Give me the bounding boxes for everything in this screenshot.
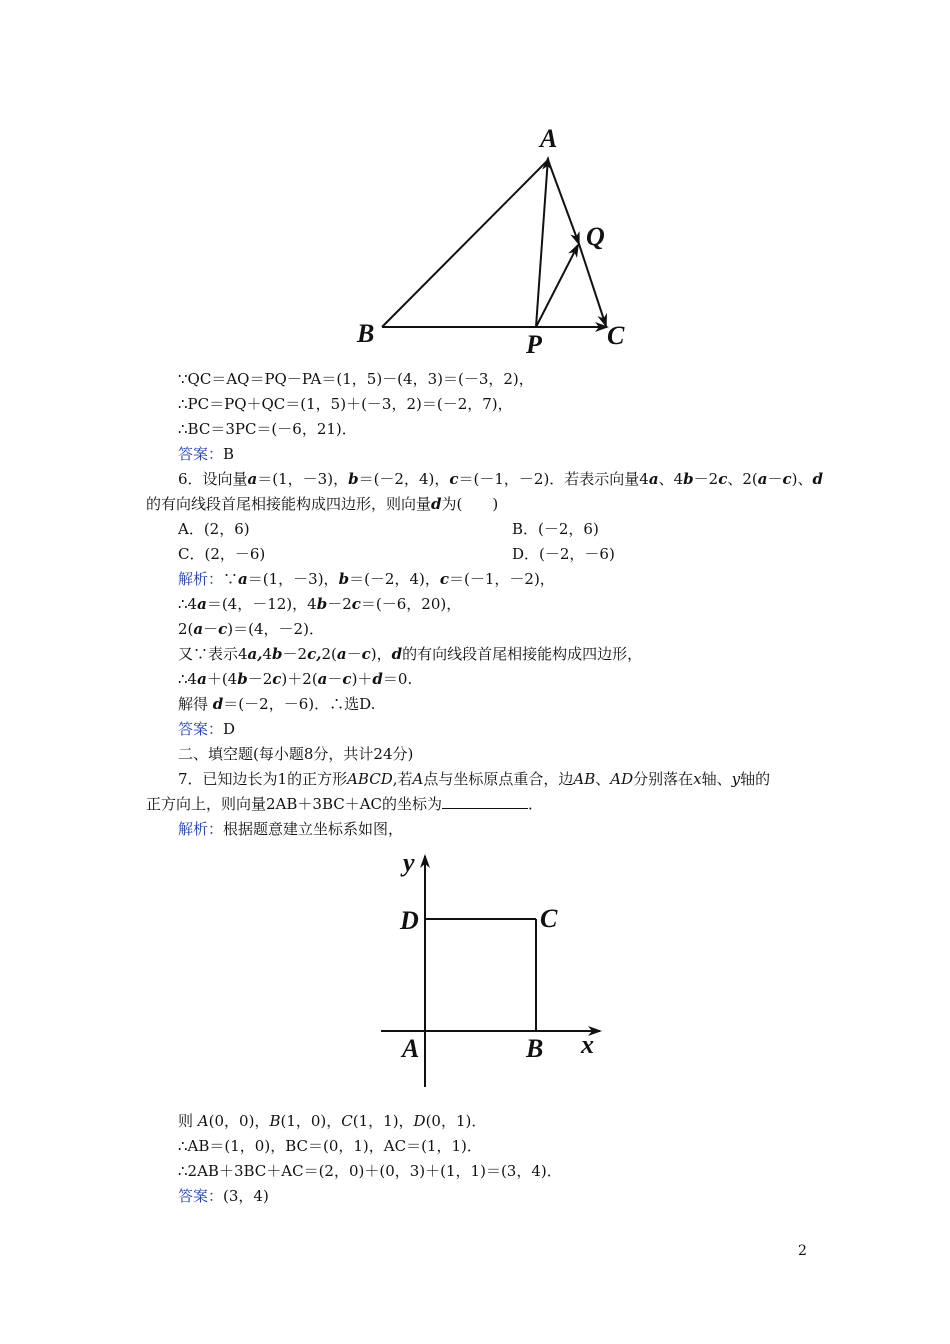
text-line: ∵QC＝AQ＝PQ－PA＝(1，5)－(4，3)＝(－3，2)， — [178, 370, 534, 388]
text: ＝0. — [382, 670, 413, 688]
vec: d — [391, 645, 403, 663]
triangle-vector-figure — [350, 118, 650, 358]
text: (0，0)， — [208, 1112, 270, 1130]
text: )＋2( — [281, 670, 318, 688]
text: 则 — [178, 1112, 194, 1130]
text: 又∵表示4 — [178, 645, 248, 663]
vec: b — [316, 595, 328, 613]
section-heading: 二、填空题(每小题8分，共计24分) — [178, 745, 414, 763]
result-line-2: ∴AB＝(1，0)，BC＝(0，1)，AC＝(1，1)． — [178, 1137, 482, 1155]
vec: b — [237, 670, 248, 688]
question-7-line2 — [146, 794, 543, 814]
text: ＝(－6，20)， — [360, 595, 462, 613]
vec: d — [812, 470, 823, 488]
vec: d — [431, 495, 442, 513]
text: ∴4 — [178, 670, 198, 688]
label-B: B — [357, 319, 375, 348]
text: ＝(4，－12)，4 — [206, 595, 317, 613]
answer-line — [178, 444, 234, 464]
text: 2( — [321, 645, 337, 663]
vec: c — [218, 620, 228, 638]
analysis-line-7 — [178, 819, 403, 839]
text: )＝(4，－2)． — [227, 620, 324, 638]
text: － — [767, 470, 783, 488]
text: 正方向上，则向量2AB＋3BC＋AC的坐标为 — [146, 795, 443, 813]
label-A: A — [402, 1034, 420, 1063]
option-D: D．(－2，－6) — [512, 545, 615, 563]
analysis-label: 解析： — [178, 820, 224, 838]
vec: c — [272, 670, 282, 688]
vec: a — [197, 595, 207, 613]
vec: b — [338, 570, 350, 588]
answer-blank[interactable] — [442, 794, 528, 809]
text: 轴的 — [740, 770, 771, 788]
vec: c — [342, 670, 352, 688]
label-C: C — [540, 904, 558, 933]
text: 点与坐标原点重合，边 — [423, 770, 574, 788]
text: － — [346, 645, 362, 663]
text: ABCD — [347, 770, 393, 788]
question-6 — [178, 469, 823, 489]
vec: c — [718, 470, 728, 488]
text: ＝(－2，4)， — [358, 470, 450, 488]
text: ＝(－2，－6)．∴选D. — [223, 695, 376, 713]
vec: b — [348, 470, 359, 488]
vec: c — [449, 470, 459, 488]
page-number: 2 — [798, 1243, 807, 1259]
text: －2 — [247, 670, 273, 688]
analysis-line-1 — [178, 569, 555, 589]
text: 根据题意建立坐标系如图， — [223, 820, 404, 838]
text: － — [203, 620, 219, 638]
analysis-line-6 — [178, 694, 375, 714]
text: ∴4 — [178, 595, 198, 613]
vector-AQ — [548, 160, 579, 244]
vector-PA — [536, 158, 548, 327]
text: C — [341, 1112, 353, 1130]
text: ＋(4 — [206, 670, 238, 688]
vec: c — [361, 645, 371, 663]
text: 为( ) — [441, 495, 499, 513]
text: －2 — [282, 645, 308, 663]
label-x: x — [581, 1030, 594, 1059]
vector-PQ — [536, 245, 578, 327]
text: ＝(1，－3)， — [257, 470, 349, 488]
segment-BA — [382, 160, 548, 327]
label-P: P — [526, 330, 542, 358]
text: )、 — [791, 470, 813, 488]
text: 解得 — [178, 695, 209, 713]
text: －2 — [327, 595, 352, 613]
vec: c — [351, 595, 361, 613]
vec: a — [197, 670, 207, 688]
text: 的有向线段首尾相接能构成四边形， — [402, 645, 643, 663]
vec: c — [782, 470, 792, 488]
vec: a — [317, 670, 328, 688]
vec: d — [212, 695, 224, 713]
text: 轴、 — [701, 770, 732, 788]
vec: a — [247, 470, 258, 488]
text: ,若 — [392, 770, 413, 788]
text: 2( — [178, 620, 194, 638]
text: AD — [610, 770, 634, 788]
label-B: B — [526, 1034, 544, 1063]
text: ＝(－1，－2)．若表示向量4 — [458, 470, 649, 488]
label-A: A — [540, 124, 558, 153]
label-C: C — [607, 321, 625, 350]
text: 、 — [595, 770, 611, 788]
answer-value: (3，4) — [223, 1187, 269, 1205]
text-line: ∴BC＝3PC＝(－6，21)． — [178, 420, 357, 438]
text: ＝(－2，4)， — [349, 570, 440, 588]
text: －2 — [693, 470, 719, 488]
text: (1，1)， — [352, 1112, 414, 1130]
text: ∵ — [223, 570, 239, 588]
question-7 — [178, 769, 770, 789]
text: )＋ — [351, 670, 373, 688]
text: 、4 — [658, 470, 684, 488]
answer-line — [178, 719, 235, 739]
text-line: ∴PC＝PQ＋QC＝(1，5)＋(－3，2)＝(－2，7)， — [178, 395, 513, 413]
label-D: D — [400, 906, 419, 935]
text: ． — [528, 795, 544, 813]
vec: a, — [247, 645, 263, 663]
vec: c — [439, 570, 449, 588]
text: 分别落在 — [633, 770, 694, 788]
text: 、2( — [727, 470, 758, 488]
analysis-line-4 — [178, 644, 642, 664]
text: (0，1)． — [425, 1112, 487, 1130]
answer-line — [178, 1186, 269, 1206]
text: － — [327, 670, 343, 688]
label-Q: Q — [586, 222, 605, 251]
text: x — [693, 770, 702, 788]
vec: a — [193, 620, 204, 638]
text: )， — [370, 645, 392, 663]
answer-label: 答案： — [178, 1187, 224, 1205]
vec: a — [336, 645, 347, 663]
text: A — [197, 1112, 209, 1130]
text: 4 — [262, 645, 273, 663]
vec: a — [238, 570, 248, 588]
text: ＝(1，－3)， — [247, 570, 339, 588]
answer-label: 答案： — [178, 445, 224, 463]
text: 7．已知边长为1的正方形 — [178, 770, 348, 788]
vec: a — [757, 470, 768, 488]
option-A: A．(2，6) — [178, 520, 250, 538]
vec: c, — [307, 645, 322, 663]
text: A — [412, 770, 424, 788]
answer-label: 答案： — [178, 720, 224, 738]
text: ＝(－1，－2)， — [449, 570, 555, 588]
answer-value: D — [223, 720, 236, 738]
text: D — [413, 1112, 426, 1130]
text: (1，0)， — [280, 1112, 342, 1130]
vec: d — [372, 670, 383, 688]
question-6-line2 — [146, 494, 498, 514]
analysis-line-2 — [178, 594, 461, 614]
result-line-1 — [178, 1111, 486, 1131]
option-C: C．(2，－6) — [178, 545, 266, 563]
text: 的有向线段首尾相接能构成四边形，则向量 — [146, 495, 432, 513]
analysis-label: 解析： — [178, 570, 224, 588]
vec: a — [648, 470, 659, 488]
text: B — [269, 1112, 281, 1130]
analysis-line-3 — [178, 619, 324, 639]
label-y: y — [403, 850, 415, 877]
vec: b — [683, 470, 694, 488]
text: AB — [573, 770, 596, 788]
answer-value: B — [223, 445, 235, 463]
text: y — [731, 770, 741, 788]
result-line-3: ∴2AB＋3BC＋AC＝(2，0)＋(0，3)＋(1，1)＝(3，4)． — [178, 1162, 562, 1180]
coordinate-square-figure — [370, 850, 610, 1090]
vec: b — [272, 645, 283, 663]
vector-QC — [579, 244, 606, 326]
text: 6．设向量 — [178, 470, 248, 488]
option-B: B．(－2，6) — [512, 520, 599, 538]
analysis-line-5 — [178, 669, 412, 689]
